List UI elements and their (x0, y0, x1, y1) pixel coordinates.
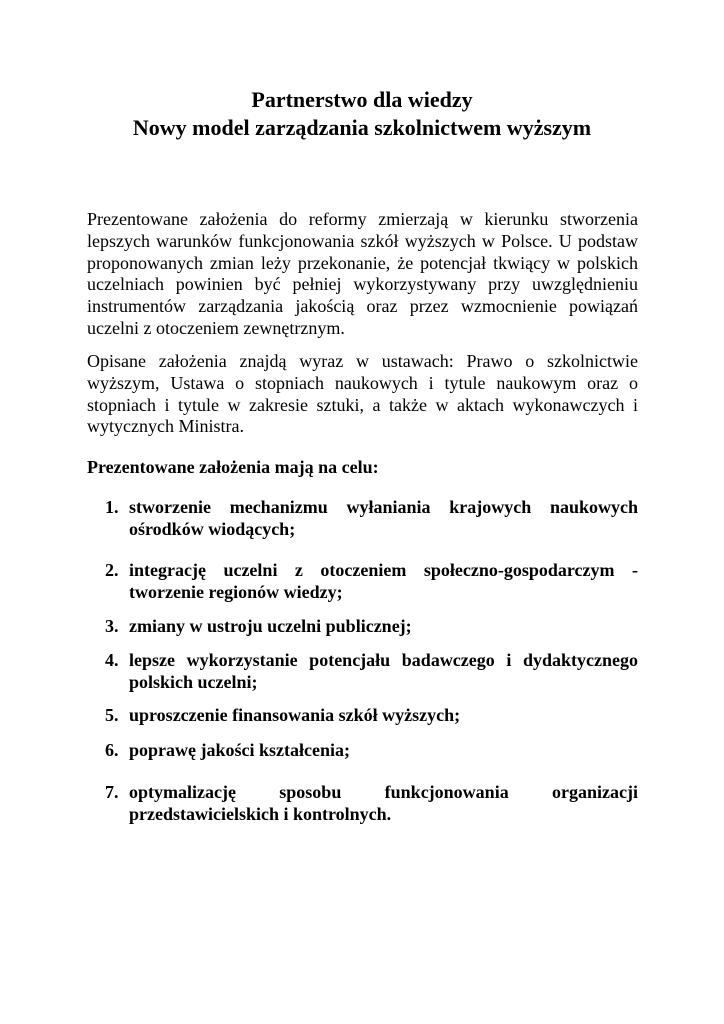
aims-heading: Prezentowane założenia mają na celu: (87, 457, 379, 477)
legislation-paragraph: Opisane założenia znajdą wyraz w ustawach: Prawo o szkolnictwie wyższym, Ustawa o stopniach naukowych i tytule naukowym oraz o stopniach i tytule w zakresie sztuki, a także w aktach wykonawczych i wytycznych Ministra. (87, 351, 638, 437)
list-item-text: uproszczenie finansowania szkół wyższych; (129, 705, 461, 725)
list-item-text: stworzenie mechanizmu wyłaniania krajowych naukowych ośrodków wiodących; (129, 497, 638, 539)
list-item-number: 1. (105, 497, 119, 517)
intro-paragraph: Prezentowane założenia do reformy zmierzają w kierunku stworzenia lepszych warunków funkcjonowania szkół wyższych w Polsce. U podstaw proponowanych zmian leży przekonanie, że potencjał tkwiący w polskich uczelniach powinien być pełniej wykorzystywany przy uwzględnieniu instrumentów zarządzania jakością oraz przez wzmocnienie powiązań uczelni z otoczeniem zewnętrznym. (87, 209, 638, 338)
list-item-text: lepsze wykorzystanie potencjału badawczego i dydaktycznego polskich uczelni; (129, 650, 638, 692)
list-item-number: 7. (105, 782, 119, 802)
list-item-number: 2. (105, 560, 119, 580)
list-item-text: poprawę jakości kształcenia; (129, 740, 350, 760)
page-title: Partnerstwo dla wiedzy (251, 87, 473, 112)
list-item-text: optymalizację sposobu funkcjonowania organizacji przedstawicielskich i kontrolnych. (129, 782, 638, 824)
list-item-text: integrację uczelni z otoczeniem społeczno-gospodarczym - tworzenie regionów wiedzy; (129, 560, 638, 602)
page-subtitle: Nowy model zarządzania szkolnictwem wyższym (132, 115, 592, 140)
list-item-number: 3. (105, 616, 119, 636)
list-item-number: 5. (105, 705, 119, 725)
list-item-number: 6. (105, 740, 119, 760)
list-item-text: zmiany w ustroju uczelni publicznej; (129, 616, 412, 636)
list-item-number: 4. (105, 650, 119, 670)
